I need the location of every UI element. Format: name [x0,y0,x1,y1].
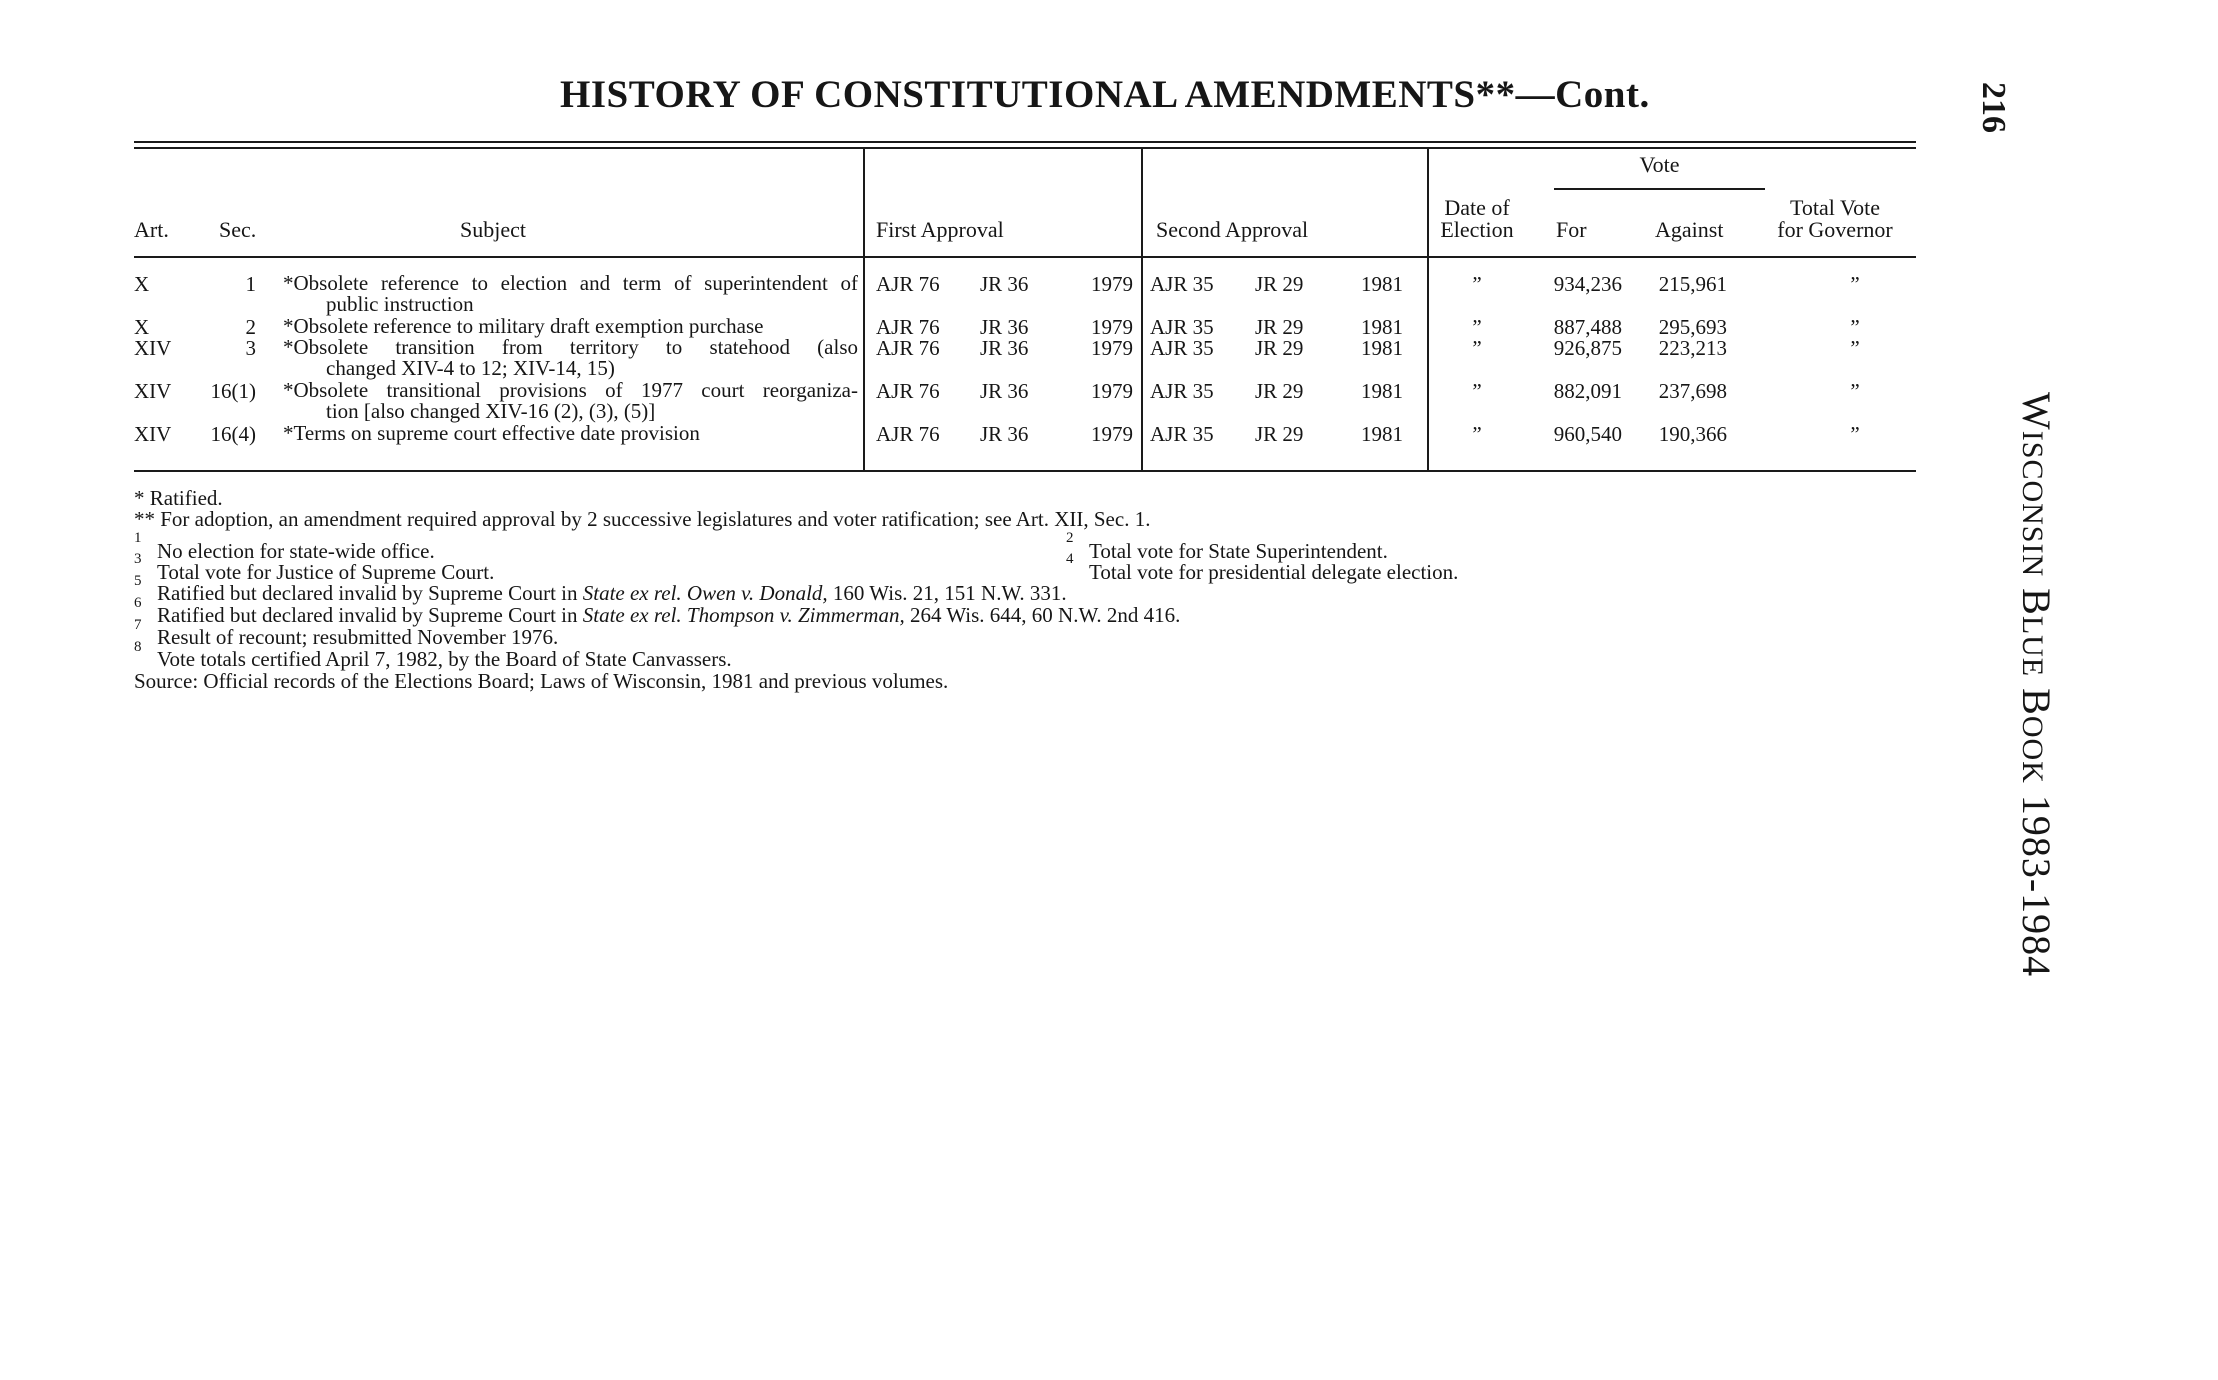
cell-art: XIV [134,379,172,403]
subject-line: *Obsolete transition from territory to statehood (also [283,335,858,359]
subject-line: *Obsolete transitional provisions of 1977 court reorganiza- [283,378,858,402]
cell-second-jr: JR 29 [1255,422,1304,446]
footnote-7: Result of recount; resubmitted November 1976. [157,625,559,649]
cell-total: ” [1850,315,1860,339]
running-head-part: ISCONSIN [2016,430,2049,578]
cell-sec: 16(4) [210,422,256,446]
header-art: Art. [134,217,169,242]
cell-art: X [134,272,150,296]
cell-sec: 16(1) [210,379,256,403]
table-bottom-rule [134,470,1916,472]
footnote-text: 160 Wis. 21, 151 N.W. 331. [827,581,1067,605]
footnote-marker: 2 [1066,530,1074,546]
cell-against: 237,698 [1658,379,1727,403]
header-date-of: Date of [1444,195,1510,220]
cell-date: ” [1472,379,1482,403]
table-row [0,337,2218,381]
cell-against: 215,961 [1658,272,1727,296]
cell-first-ajr: AJR 76 [876,422,940,446]
footnote-8: Vote totals certified April 7, 1982, by the Board of State Canvassers. [157,647,732,671]
subject-line: *Obsolete reference to election and term of superintendent of [283,271,858,295]
header-subject: Subject [460,217,526,242]
cell-against: 223,213 [1658,336,1727,360]
header-sec: Sec. [219,217,257,242]
cell-second-ajr: AJR 35 [1150,272,1214,296]
note-ratified: * Ratified. [134,486,223,510]
cell-art: XIV [134,422,172,446]
footnote-text: Ratified but declared invalid by Supreme Court in [157,581,583,605]
footnote-3: Total vote for Justice of Supreme Court. [157,560,495,584]
cell-first-year: 1979 [1091,379,1133,403]
cell-art: XIV [134,336,172,360]
cell-against: 295,693 [1658,315,1727,339]
cell-second-year: 1981 [1361,422,1403,446]
cell-first-ajr: AJR 76 [876,315,940,339]
cell-second-jr: JR 29 [1255,315,1304,339]
page-title: HISTORY OF CONSTITUTIONAL AMENDMENTS**—Cont. [560,73,1650,116]
cell-sec: 3 [245,336,256,360]
header-election: Election [1440,217,1514,242]
header-first-approval: First Approval [876,217,1004,242]
cell-first-jr: JR 36 [980,422,1029,446]
cell-first-year: 1979 [1091,315,1133,339]
header-for: For [1556,217,1587,242]
header-bottom-rule [134,256,1916,258]
table-top-rule [134,141,1916,143]
footnote-text: 264 Wis. 644, 60 N.W. 2nd 416. [904,603,1181,627]
subject-line: *Obsolete reference to military draft exemption purchase [283,314,764,338]
footnote-marker: 4 [1066,551,1074,567]
cell-sec: 1 [245,272,256,296]
cell-subject [283,337,858,379]
cell-first-year: 1979 [1091,272,1133,296]
running-head-part: OOK [2016,715,2049,784]
cell-for: 934,236 [1553,272,1622,296]
footnote-5 [157,582,1067,604]
cell-subject [283,380,858,422]
header-for-governor: for Governor [1777,217,1893,242]
source-note: Source: Official records of the Elections Board; Laws of Wisconsin, 1981 and previous volumes. [134,669,949,693]
header-second-approval: Second Approval [1156,217,1309,242]
cell-total: ” [1850,379,1860,403]
running-head [2013,392,2060,977]
cell-first-jr: JR 36 [980,272,1029,296]
running-head-year: 1983-1984 [2014,794,2059,978]
cell-second-ajr: AJR 35 [1150,336,1214,360]
cell-first-year: 1979 [1091,336,1133,360]
cell-second-jr: JR 29 [1255,379,1304,403]
footnote-text: Ratified but declared invalid by Supreme Court in [157,603,583,627]
cell-first-jr: JR 36 [980,336,1029,360]
table-row [0,273,2218,317]
table-row [0,380,2218,424]
running-head-part: W [2014,392,2059,431]
cell-second-jr: JR 29 [1255,272,1304,296]
footnote-marker: 8 [134,639,142,655]
subject-line: changed XIV-4 to 12; XIV-14, 15) [326,356,615,380]
vote-group-rule [1554,188,1765,190]
cell-second-year: 1981 [1361,315,1403,339]
cell-total: ” [1850,336,1860,360]
subject-line: tion [also changed XIV-16 (2), (3), (5)] [326,399,656,423]
cell-against: 190,366 [1658,422,1727,446]
cell-first-ajr: AJR 76 [876,379,940,403]
cell-date: ” [1472,336,1482,360]
cell-for: 926,875 [1553,336,1622,360]
cell-first-ajr: AJR 76 [876,336,940,360]
footnote-marker: 1 [134,530,142,546]
cell-for: 887,488 [1553,315,1622,339]
cell-sec: 2 [245,315,256,339]
case-citation: State ex rel. Thompson v. Zimmerman, [582,603,905,627]
cell-for: 960,540 [1553,422,1622,446]
subject-line: *Terms on supreme court effective date provision [283,421,700,445]
cell-subject [283,273,858,315]
running-head-part: LUE [2016,615,2049,678]
header-total-vote: Total Vote [1790,195,1880,220]
footnote-marker: 5 [134,573,142,589]
cell-date: ” [1472,272,1482,296]
cell-date: ” [1472,315,1482,339]
cell-art: X [134,315,150,339]
header-vote: Vote [1639,152,1680,177]
footnote-6 [157,604,1180,626]
case-citation: State ex rel. Owen v. Donald, [582,581,828,605]
cell-subject [283,423,858,444]
footnote-2: Total vote for State Superintendent. [1089,539,1388,563]
cell-second-year: 1981 [1361,272,1403,296]
note-adoption: ** For adoption, an amendment required approval by 2 successive legislatures and voter ratification; see Art. XII, Sec. 1. [134,507,1151,531]
cell-total: ” [1850,422,1860,446]
cell-second-ajr: AJR 35 [1150,315,1214,339]
cell-first-ajr: AJR 76 [876,272,940,296]
footnote-marker: 7 [134,617,142,633]
running-head-part: B [2014,688,2059,716]
cell-first-jr: JR 36 [980,315,1029,339]
cell-total: ” [1850,272,1860,296]
cell-date: ” [1472,422,1482,446]
page-number: 216 [1975,82,2012,133]
cell-second-ajr: AJR 35 [1150,422,1214,446]
cell-for: 882,091 [1553,379,1622,403]
header-against: Against [1655,217,1724,242]
subject-line: public instruction [326,292,474,316]
cell-second-year: 1981 [1361,379,1403,403]
table-row [0,423,2218,445]
cell-first-year: 1979 [1091,422,1133,446]
table-top-rule-2 [134,147,1916,149]
cell-second-jr: JR 29 [1255,336,1304,360]
cell-second-year: 1981 [1361,336,1403,360]
cell-first-jr: JR 36 [980,379,1029,403]
footnote-marker: 3 [134,551,142,567]
cell-subject [283,316,858,337]
footnote-1: No election for state-wide office. [157,539,435,563]
running-head-part: B [2014,588,2059,616]
footnote-marker: 6 [134,595,142,611]
footnote-4: Total vote for presidential delegate election. [1089,560,1459,584]
cell-second-ajr: AJR 35 [1150,379,1214,403]
